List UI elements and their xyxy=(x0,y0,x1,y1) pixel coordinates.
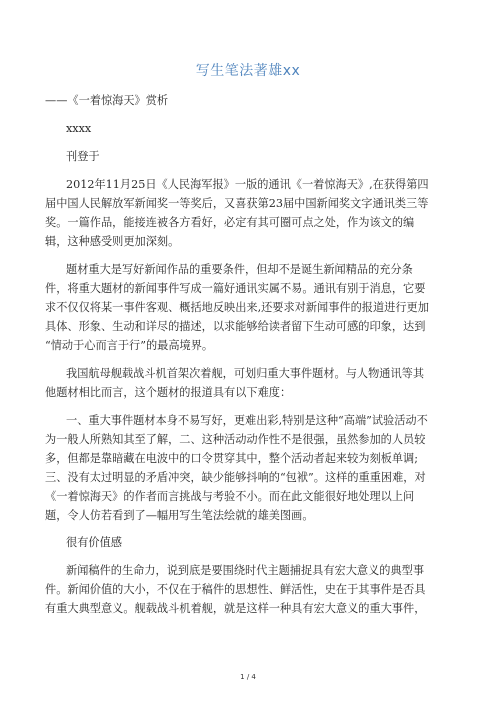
author-name: xxxx xyxy=(66,122,92,135)
section-heading xyxy=(45,533,457,552)
paragraph-4 xyxy=(45,411,457,525)
paragraph-line: 《一着惊海天》的作者而言挑战与考验不小。而在此文能很好地处理以上问 xyxy=(45,490,415,503)
paragraph-line: 2012年11月25日《人民海军报》一版的通讯《一着惊海天》,在获得第四 xyxy=(66,178,429,191)
paragraph-line: 题材重大是写好新闻作品的重要条件，但却不是诞生新闻精品的充分条 xyxy=(66,263,413,276)
paragraph-line: 有重大典型意义。舰载战斗机着舰，就是这样一种具有宏大意义的重大事件， xyxy=(45,602,426,615)
paragraph-line: 届中国人民解放军新闻奖一等奖后，又喜获第23届中国新闻奖文字通讯类三等 xyxy=(45,197,429,210)
paragraph-line: 我国航母舰载战斗机首架次着舰，可划归重大事件题材。与人物通讯等其 xyxy=(66,367,425,380)
section-heading-text: 很有价值感 xyxy=(66,536,122,549)
paragraph-5 xyxy=(45,561,457,618)
paragraph-line: 新闻稿件的生命力，说到底是要围绕时代主题捕捉具有宏大意义的典型事 xyxy=(66,564,425,577)
paragraph-line: 求不仅仅将某一事件客观、概括地反映出来,还要求对新闻事件的报道进行更加 xyxy=(45,301,429,314)
paragraph-line: 辑，这种感受则更加深刻。 xyxy=(45,235,180,248)
paragraph-3 xyxy=(45,364,457,402)
paragraph-line: 为一般人所熟知其至了解，二、这种活动动作性不是很强，虽然参加的人员较 xyxy=(45,433,426,446)
paragraph-line: 奖。一篇作品，能接连被各方看好，必定有其可圈可点之处，作为该文的编 xyxy=(45,216,415,229)
paragraph-line: 件。新闻价值的大小，不仅在于稿件的思想性、鲜活性，史在于其事件是否具 xyxy=(45,583,426,596)
author-line xyxy=(45,119,478,138)
paragraph-line: 他题材相比而言，这个题材的报道具有以下难度： xyxy=(45,386,292,399)
paragraph-line: “情动于心而言于行”的最高境界。 xyxy=(45,339,214,352)
published-line xyxy=(45,147,478,166)
paragraph-line: 题，令人仿若看到了—幅用写生笔法绘就的雄美图画。 xyxy=(45,509,314,522)
paragraph-2 xyxy=(45,260,457,355)
published-label: 刊登于 xyxy=(66,150,100,163)
paragraph-1 xyxy=(45,175,457,251)
page-indicator: 1 / 4 xyxy=(240,673,256,681)
paragraph-line: 多，但都是靠暗藏在电波中的口令贯穿其中，整个活动者起来较为刻板单调; xyxy=(45,452,418,465)
document-title: 写生笔法著雄xx xyxy=(195,63,301,79)
paragraph-line: 件，将重大题材的新闻事件写成一篇好通讯实属不易。通讯有别于消息，它要 xyxy=(45,282,426,295)
document-subtitle xyxy=(45,91,457,110)
paragraph-line: 一、重大事件题材本身不易写好，更难出彩,特别是这种“高端”试验活动不 xyxy=(66,414,428,427)
subtitle-line: ——《一着惊海天》赏析 xyxy=(45,94,169,107)
paragraph-line: 三、没有太过明显的矛盾冲突，缺少能够抖响的“包袱”。这样的重重困难，对 xyxy=(45,471,426,484)
paragraph-line: 具体、形象、生动和详尽的描述，以求能够给读者留下生动可感的印象，达到 xyxy=(45,320,426,333)
